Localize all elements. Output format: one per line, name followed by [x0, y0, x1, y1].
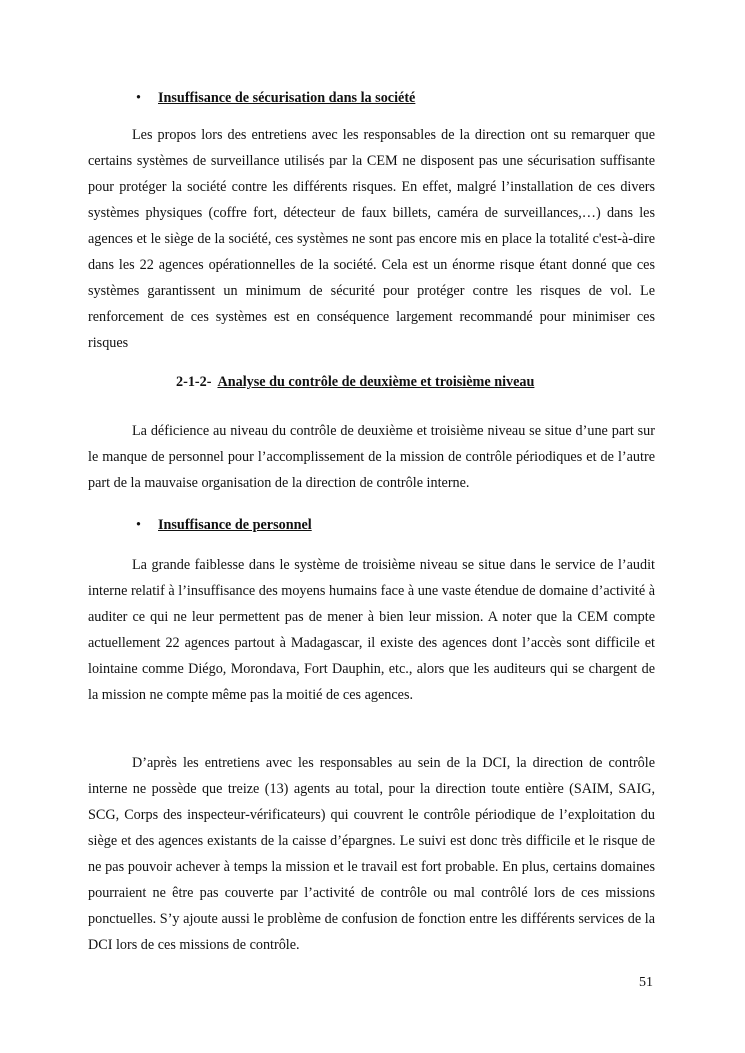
paragraph-faiblesse: La grande faiblesse dans le système de troisième niveau se situe dans le service de l’audit interne relatif à l’insuffisance des moyens humains face à une vaste étendue de domaine d’activité à auditer ce qui ne leur permettent pas de mener à bien leur mission. A noter que la CEM compte actuellement 22 agences partout à Madagascar, il existe des agences dont l’accès sont difficile et lointaine comme Diégo, Morondava, Fort Dauphin, etc., alors que les auditeurs qui se chargent de la mission ne compte même pas la moitié de ces agences.	[88, 557, 655, 703]
bullet-heading-personnel	[136, 517, 312, 534]
bullet-heading-text: Insuffisance de sécurisation dans la société	[158, 90, 416, 106]
paragraph-securisation: Les propos lors des entretiens avec les responsables de la direction ont su remarquer que certains systèmes de surveillance utilisés par la CEM ne disposent pas une sécurisation suffisante pour protéger la société contre les différents risques. En effet, malgré l’installation de ces divers systèmes physiques (coffre fort, détecteur de faux billets, caméra de surveillances,…) dans les agences et le siège de la société, ces systèmes ne sont pas encore mis en place la totalité c'est-à-dire dans les 22 agences opérationnelles de la société. Cela est un énorme risque étant donné que ces systèmes garantissent un minimum de sécurité pour protéger contre les risques de vol. Le renforcement de ces systèmes est en conséquence largement recommandé pour minimiser ces risques	[88, 127, 655, 351]
bullet-icon: •	[136, 517, 141, 533]
bullet-icon: •	[136, 90, 141, 106]
page-number: 51	[639, 975, 653, 990]
bullet-heading-securisation	[136, 90, 416, 107]
section-number: 2-1-2-	[176, 374, 212, 390]
paragraph-deficience: La déficience au niveau du contrôle de deuxième et troisième niveau se situe d’une part sur le manque de personnel pour l’accomplissement de la mission de contrôle périodiques et de l’autre part de la mauvaise organisation de la direction de contrôle interne.	[88, 423, 655, 491]
section-heading-2-1-2	[176, 374, 534, 391]
bullet-heading-text: Insuffisance de personnel	[158, 517, 312, 533]
section-title: Analyse du contrôle de deuxième et troisième niveau	[217, 374, 535, 390]
paragraph-entretiens-dci: D’après les entretiens avec les responsables au sein de la DCI, la direction de contrôle interne ne possède que treize (13) agents au total, pour la direction toute entière (SAIM, SAIG, SCG, Corps des inspecteur-vérificateurs) qui couvrent le contrôle périodique de l’exploitation du siège et des agences existants de la caisse d’épargnes. Le suivi est donc très difficile et le risque de ne pas pouvoir achever à temps la mission et le travail est fort probable. En plus, certains domaines pourraient ne être pas couverte par l’activité de contrôle ou mal contrôlé lors de ces missions ponctuelles. S’y ajoute aussi le problème de confusion de fonction entre les différents services de la DCI lors de ces missions de contrôle.	[88, 755, 655, 953]
